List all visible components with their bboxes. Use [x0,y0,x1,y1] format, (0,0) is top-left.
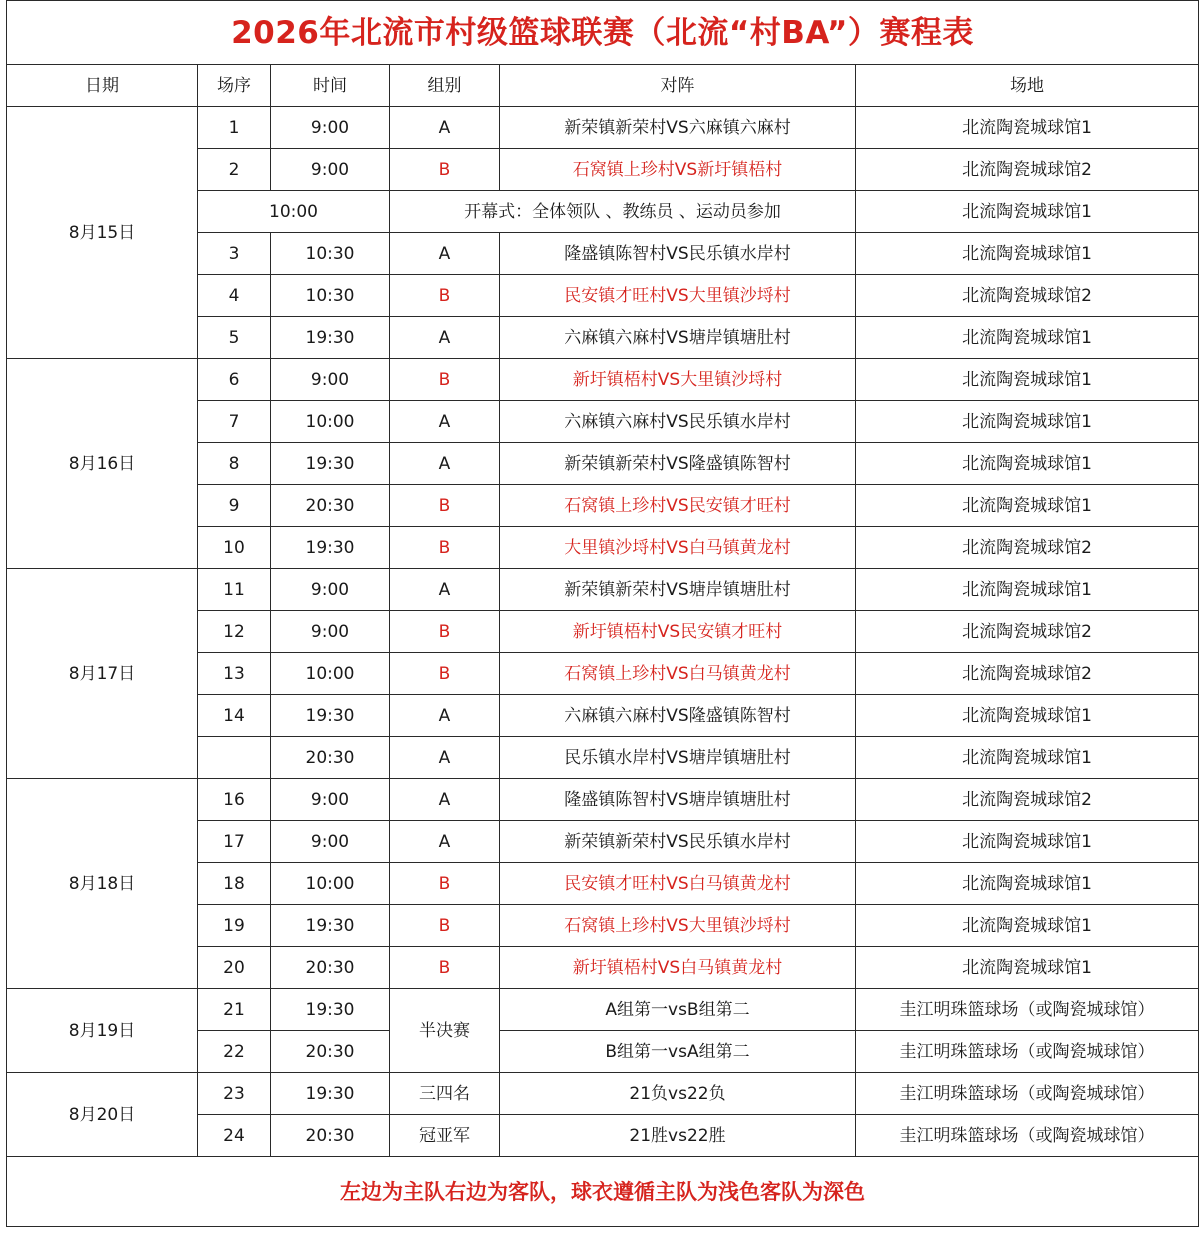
order-cell: 13 [198,653,271,695]
match-cell: 民安镇才旺村VS大里镇沙埒村 [500,275,856,317]
group-cell: B [390,653,500,695]
order-cell: 2 [198,149,271,191]
venue-cell: 北流陶瓷城球馆1 [856,569,1199,611]
venue-cell: 北流陶瓷城球馆1 [856,401,1199,443]
time-cell: 10:00 [271,401,390,443]
order-cell: 20 [198,947,271,989]
group-cell: A [390,233,500,275]
venue-cell: 圭江明珠篮球场（或陶瓷城球馆） [856,1031,1199,1073]
group-cell: B [390,527,500,569]
time-cell: 19:30 [271,989,390,1031]
time-cell: 19:30 [271,695,390,737]
order-cell: 18 [198,863,271,905]
opening-venue: 北流陶瓷城球馆1 [856,191,1199,233]
match-cell: 民安镇才旺村VS白马镇黄龙村 [500,863,856,905]
order-cell: 11 [198,569,271,611]
venue-cell: 北流陶瓷城球馆2 [856,611,1199,653]
table-row [7,779,1199,821]
venue-cell: 北流陶瓷城球馆1 [856,443,1199,485]
match-cell: 石窝镇上珍村VS白马镇黄龙村 [500,653,856,695]
match-cell: 六麻镇六麻村VS塘岸镇塘肚村 [500,317,856,359]
header-venue: 场地 [856,65,1199,107]
order-cell: 4 [198,275,271,317]
group-cell: A [390,317,500,359]
group-cell: B [390,611,500,653]
venue-cell: 北流陶瓷城球馆2 [856,275,1199,317]
time-cell: 19:30 [271,317,390,359]
venue-cell: 北流陶瓷城球馆1 [856,107,1199,149]
time-cell: 19:30 [271,1073,390,1115]
group-cell: 半决赛 [390,989,500,1073]
time-cell: 20:30 [271,1031,390,1073]
group-cell: A [390,821,500,863]
match-cell: 新圩镇梧村VS白马镇黄龙村 [500,947,856,989]
order-cell: 6 [198,359,271,401]
group-cell: B [390,485,500,527]
order-cell: 7 [198,401,271,443]
group-cell: A [390,443,500,485]
match-cell: 新圩镇梧村VS大里镇沙埒村 [500,359,856,401]
order-cell: 8 [198,443,271,485]
match-cell: 石窝镇上珍村VS新圩镇梧村 [500,149,856,191]
page-title: 2026年北流市村级篮球联赛（北流“村BA”）赛程表 [7,1,1199,65]
opening-time: 10:00 [198,191,390,233]
time-cell: 9:00 [271,821,390,863]
table-row [7,1073,1199,1115]
schedule-table [6,0,1199,1227]
order-cell: 1 [198,107,271,149]
time-cell: 19:30 [271,443,390,485]
match-cell: 新荣镇新荣村VS六麻镇六麻村 [500,107,856,149]
group-cell: A [390,107,500,149]
group-cell: B [390,905,500,947]
order-cell: 12 [198,611,271,653]
header-order: 场序 [198,65,271,107]
group-cell: B [390,275,500,317]
venue-cell: 北流陶瓷城球馆1 [856,233,1199,275]
header-row [7,65,1199,107]
date-cell: 8月16日 [7,359,198,569]
order-cell: 17 [198,821,271,863]
time-cell: 10:30 [271,275,390,317]
venue-cell: 北流陶瓷城球馆2 [856,653,1199,695]
time-cell: 9:00 [271,149,390,191]
table-row [7,989,1199,1031]
venue-cell: 北流陶瓷城球馆1 [856,485,1199,527]
venue-cell: 北流陶瓷城球馆2 [856,149,1199,191]
match-cell: 石窝镇上珍村VS民安镇才旺村 [500,485,856,527]
time-cell: 19:30 [271,527,390,569]
match-cell: 大里镇沙埒村VS白马镇黄龙村 [500,527,856,569]
table-row [7,569,1199,611]
venue-cell: 北流陶瓷城球馆1 [856,905,1199,947]
venue-cell: 北流陶瓷城球馆2 [856,527,1199,569]
footer-row [7,1157,1199,1227]
order-cell: 9 [198,485,271,527]
match-cell: 隆盛镇陈智村VS塘岸镇塘肚村 [500,779,856,821]
match-cell: 新荣镇新荣村VS民乐镇水岸村 [500,821,856,863]
match-cell: 石窝镇上珍村VS大里镇沙埒村 [500,905,856,947]
header-group: 组别 [390,65,500,107]
match-cell: 民乐镇水岸村VS塘岸镇塘肚村 [500,737,856,779]
time-cell: 20:30 [271,485,390,527]
order-cell: 19 [198,905,271,947]
group-cell: 冠亚军 [390,1115,500,1157]
order-cell: 22 [198,1031,271,1073]
group-cell: B [390,863,500,905]
table-row [7,359,1199,401]
header-date: 日期 [7,65,198,107]
group-cell: B [390,149,500,191]
venue-cell: 北流陶瓷城球馆1 [856,947,1199,989]
time-cell: 20:30 [271,737,390,779]
date-cell: 8月20日 [7,1073,198,1157]
time-cell: 20:30 [271,1115,390,1157]
date-cell: 8月19日 [7,989,198,1073]
venue-cell: 北流陶瓷城球馆1 [856,359,1199,401]
venue-cell: 北流陶瓷城球馆1 [856,737,1199,779]
match-cell: 21负vs22负 [500,1073,856,1115]
schedule-sheet [6,0,1198,1227]
time-cell: 20:30 [271,947,390,989]
match-cell: 新圩镇梧村VS民安镇才旺村 [500,611,856,653]
match-cell: B组第一vsA组第二 [500,1031,856,1073]
venue-cell: 北流陶瓷城球馆1 [856,317,1199,359]
group-cell: A [390,569,500,611]
group-cell: A [390,695,500,737]
group-cell: B [390,947,500,989]
match-cell: 隆盛镇陈智村VS民乐镇水岸村 [500,233,856,275]
date-cell: 8月17日 [7,569,198,779]
time-cell: 9:00 [271,569,390,611]
order-cell [198,737,271,779]
venue-cell: 北流陶瓷城球馆1 [856,821,1199,863]
match-cell: 新荣镇新荣村VS隆盛镇陈智村 [500,443,856,485]
group-cell: B [390,359,500,401]
match-cell: A组第一vsB组第二 [500,989,856,1031]
match-cell: 21胜vs22胜 [500,1115,856,1157]
group-cell: A [390,401,500,443]
order-cell: 14 [198,695,271,737]
date-cell: 8月18日 [7,779,198,989]
time-cell: 10:00 [271,863,390,905]
title-row [7,1,1199,65]
time-cell: 19:30 [271,905,390,947]
venue-cell: 圭江明珠篮球场（或陶瓷城球馆） [856,1073,1199,1115]
table-row [7,107,1199,149]
order-cell: 3 [198,233,271,275]
time-cell: 9:00 [271,779,390,821]
match-cell: 新荣镇新荣村VS塘岸镇塘肚村 [500,569,856,611]
time-cell: 9:00 [271,611,390,653]
venue-cell: 圭江明珠篮球场（或陶瓷城球馆） [856,1115,1199,1157]
order-cell: 23 [198,1073,271,1115]
header-match: 对阵 [500,65,856,107]
match-cell: 六麻镇六麻村VS民乐镇水岸村 [500,401,856,443]
order-cell: 16 [198,779,271,821]
venue-cell: 北流陶瓷城球馆1 [856,695,1199,737]
order-cell: 21 [198,989,271,1031]
group-cell: A [390,779,500,821]
time-cell: 10:30 [271,233,390,275]
match-cell: 六麻镇六麻村VS隆盛镇陈智村 [500,695,856,737]
group-cell: A [390,737,500,779]
group-cell: 三四名 [390,1073,500,1115]
time-cell: 9:00 [271,107,390,149]
opening-text: 开幕式：全体领队 、教练员 、运动员参加 [390,191,856,233]
venue-cell: 北流陶瓷城球馆1 [856,863,1199,905]
venue-cell: 北流陶瓷城球馆2 [856,779,1199,821]
order-cell: 5 [198,317,271,359]
venue-cell: 圭江明珠篮球场（或陶瓷城球馆） [856,989,1199,1031]
date-cell: 8月15日 [7,107,198,359]
time-cell: 9:00 [271,359,390,401]
order-cell: 24 [198,1115,271,1157]
time-cell: 10:00 [271,653,390,695]
order-cell: 10 [198,527,271,569]
footer-note: 左边为主队右边为客队，球衣遵循主队为浅色客队为深色 [7,1157,1199,1227]
header-time: 时间 [271,65,390,107]
